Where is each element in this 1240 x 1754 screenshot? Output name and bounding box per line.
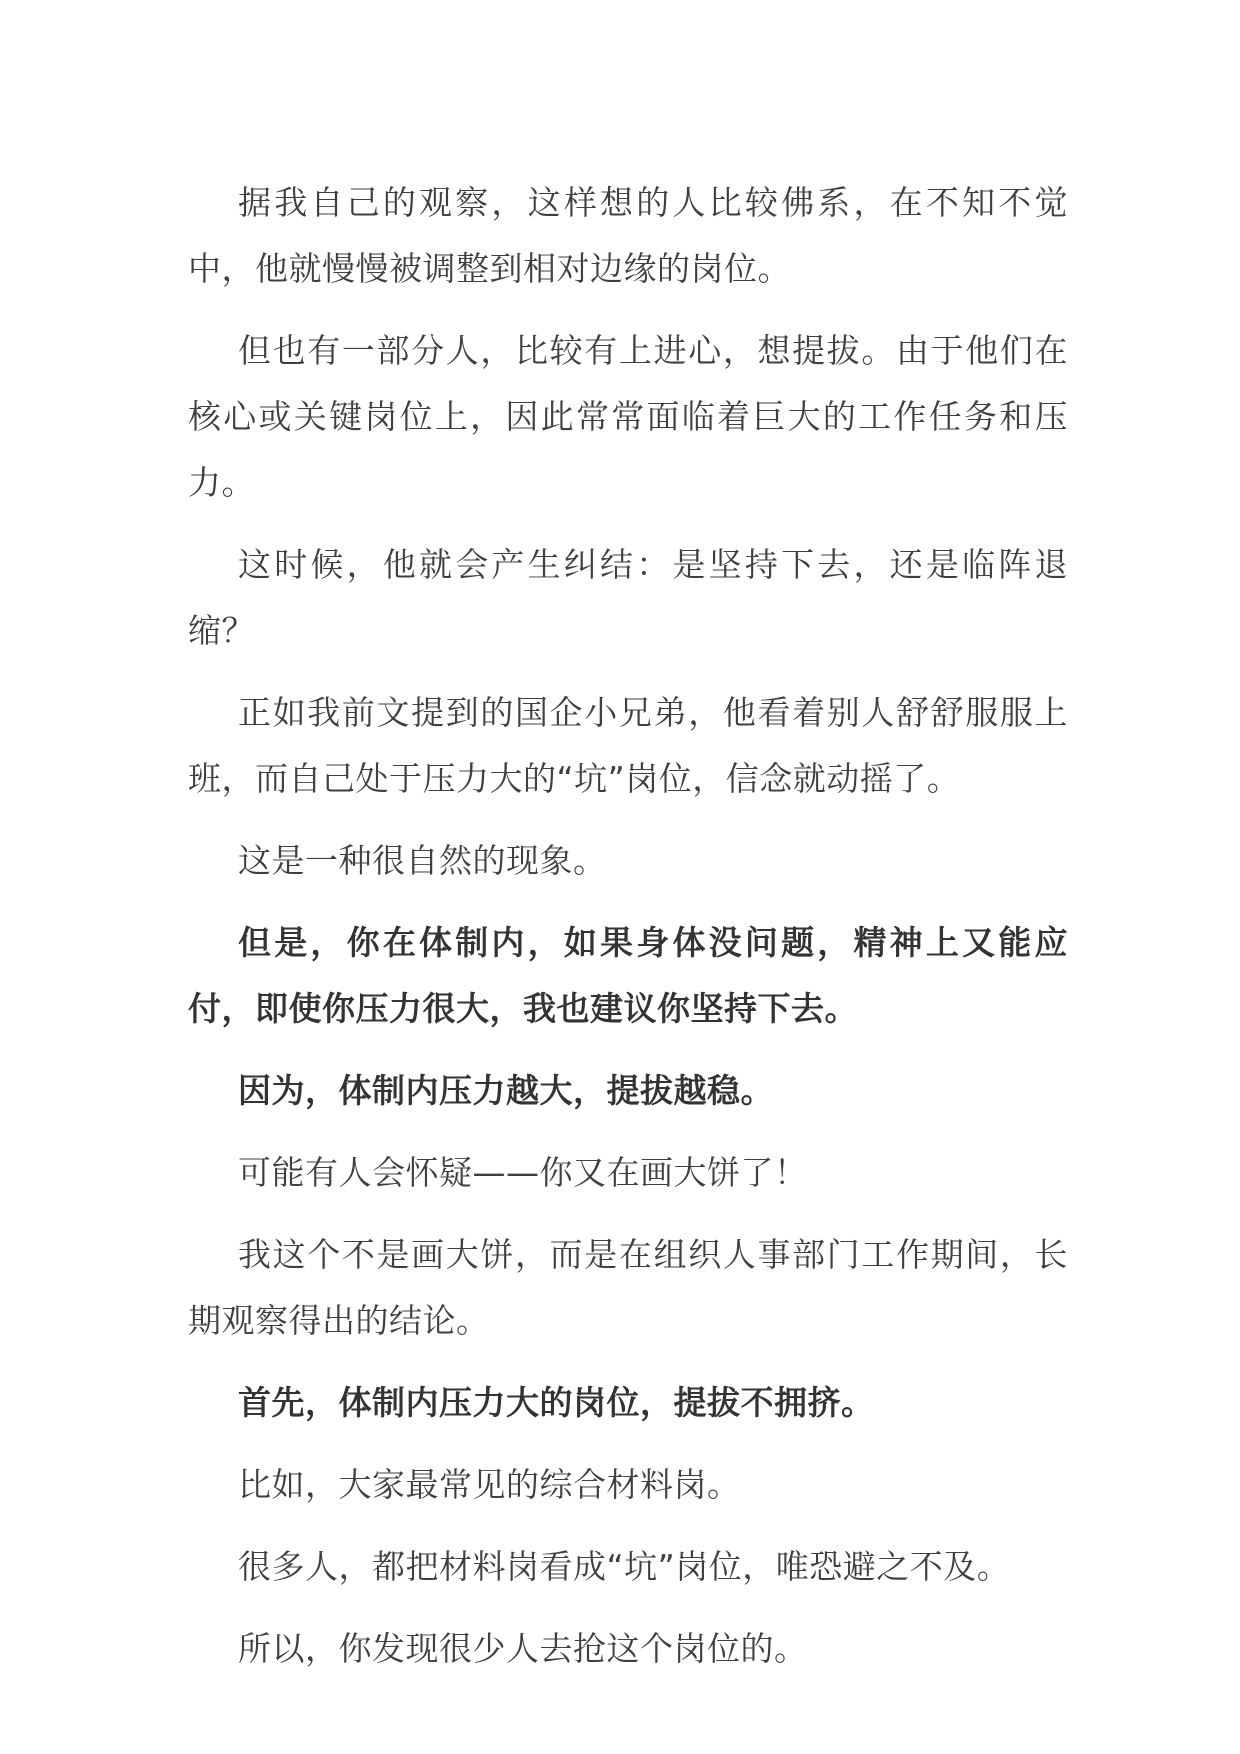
paragraph: 我这个不是画大饼，而是在组织人事部门工作期间，长期观察得出的结论。: [188, 1235, 1068, 1340]
emphasized-paragraph: 但是，你在体制内，如果身体没问题，精神上又能应付，即使你压力很大，我也建议你坚持下去。: [188, 923, 1068, 1028]
emphasized-paragraph: 因为，体制内压力越大，提拔越稳。: [238, 1071, 774, 1110]
paragraph: 但也有一部分人，比较有上进心，想提拔。由于他们在核心或关键岗位上，因此常常面临着巨大的工作任务和压力。: [188, 331, 1068, 502]
paragraph: 据我自己的观察，这样想的人比较佛系，在不知不觉中，他就慢慢被调整到相对边缘的岗位。: [188, 183, 1068, 288]
paragraph: 比如，大家最常见的综合材料岗。: [238, 1465, 741, 1504]
document-body: [188, 170, 1068, 1698]
paragraph: 正如我前文提到的国企小兄弟，他看着别人舒舒服服上班，而自己处于压力大的“坑”岗位，信念就动摇了。: [188, 693, 1068, 798]
paragraph: 所以，你发现很少人去抢这个岗位的。: [238, 1629, 808, 1668]
paragraph: 可能有人会怀疑——你又在画大饼了！: [238, 1153, 808, 1192]
paragraph: 很多人，都把材料岗看成“坑”岗位，唯恐避之不及。: [238, 1547, 1011, 1586]
paragraph: 这时候，他就会产生纠结：是坚持下去，还是临阵退缩？: [188, 545, 1068, 650]
paragraph: 这是一种很自然的现象。: [238, 841, 607, 880]
emphasized-paragraph: 首先，体制内压力大的岗位，提拔不拥挤。: [238, 1383, 875, 1422]
